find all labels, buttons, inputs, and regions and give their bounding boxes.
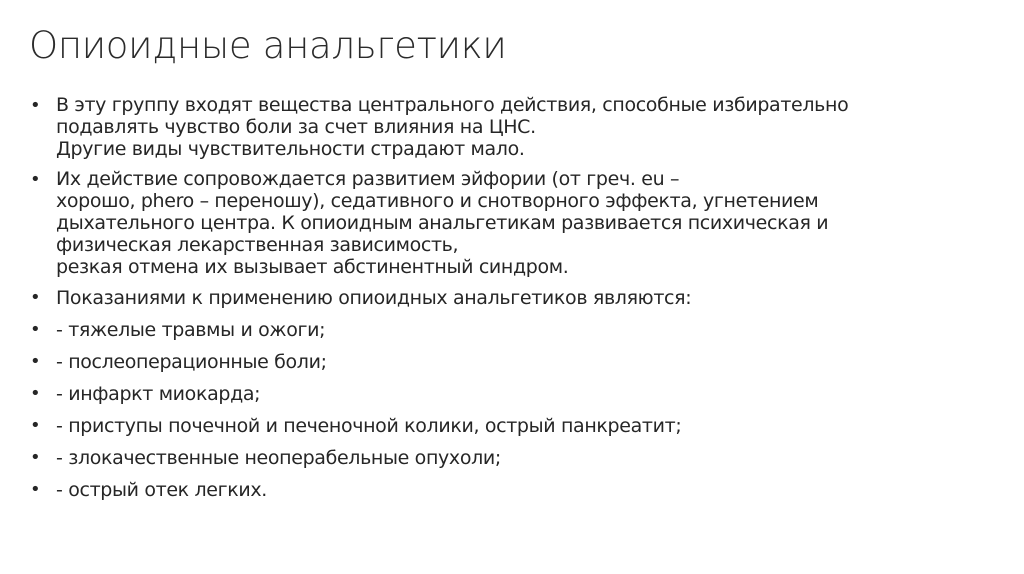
bullet-icon: • (30, 447, 41, 468)
item-text-line: Их действие сопровождается развитием эйфории (от греч. eu – (56, 168, 680, 190)
bullet-icon: • (30, 351, 41, 372)
list-item (29, 414, 1004, 438)
list-item (29, 318, 1004, 342)
bullet-icon: • (30, 95, 41, 116)
list-item (29, 446, 1004, 470)
item-text-line: Показаниями к применению опиоидных анальгетиков являются: (56, 287, 692, 309)
list-item (29, 94, 1004, 160)
bullet-icon: • (30, 319, 41, 340)
item-text-line: В эту группу входят вещества центрального действия, способные избирательно (56, 94, 849, 116)
item-text-line: - тяжелые травмы и ожоги; (56, 319, 326, 341)
item-text-line: - инфаркт миокарда; (56, 383, 261, 405)
item-text-line: - приступы почечной и печеночной колики, острый панкреатит; (56, 415, 682, 437)
bullet-icon: • (30, 415, 41, 436)
item-text-line: хорошо, phero – переношу), седативного и снотворного эффекта, угнетением (56, 190, 819, 212)
item-text-line: физическая лекарственная зависимость, (56, 234, 459, 256)
bullet-icon: • (30, 479, 41, 500)
item-text-line: подавлять чувство боли за счет влияния на ЦНС. (56, 116, 536, 138)
item-text-line: дыхательного центра. К опиоидным анальгетикам развивается психическая и (56, 212, 829, 234)
list-item (29, 286, 1004, 310)
bullet-icon: • (30, 287, 41, 308)
item-text-line: Другие виды чувствительности страдают мало. (56, 138, 525, 160)
list-item (29, 382, 1004, 406)
list-item (29, 478, 1004, 502)
list-item (29, 350, 1004, 374)
item-text-line: - послеоперационные боли; (56, 351, 327, 373)
bullet-icon: • (30, 383, 41, 404)
item-text-line: резкая отмена их вызывает абстинентный синдром. (56, 256, 569, 278)
item-text-line: - острый отек легких. (56, 479, 267, 501)
item-text-line: - злокачественные неоперабельные опухоли; (56, 447, 501, 469)
slide-title: Опиоидные анальгетики (29, 24, 507, 67)
bullet-icon: • (30, 169, 41, 190)
bullet-list (29, 94, 1004, 502)
list-item (29, 168, 1004, 278)
